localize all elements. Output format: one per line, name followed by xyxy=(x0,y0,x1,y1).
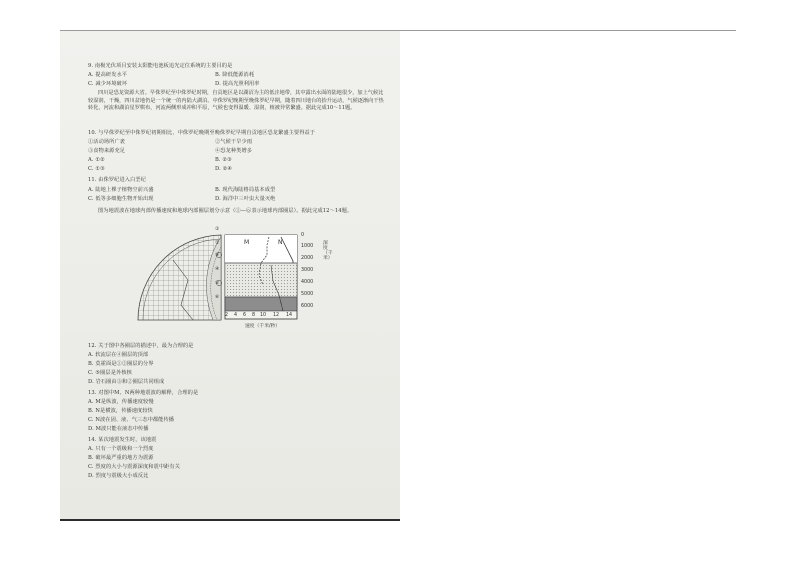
speed-tick-2: 2 xyxy=(225,313,229,318)
q13-option-c: C. N波在固、液、气三态中都能传播 xyxy=(88,417,175,423)
depth-tick-2000: 2000 xyxy=(301,256,314,261)
q11-option-c: C. 低等多细胞生物开始出现 xyxy=(88,196,154,202)
speed-tick-4: 4 xyxy=(234,313,238,318)
q14-option-c: C. 烈度的大小与震源深度和震中距有关 xyxy=(88,464,180,470)
q13-option-a: A. M是纵波，传播速度较慢 xyxy=(88,399,154,405)
speed-tick-6: 6 xyxy=(243,313,247,318)
q13-option-b: B. N是横波，传播速度较快 xyxy=(88,408,153,414)
speed-tick-8: 8 xyxy=(252,313,256,318)
q10-option-a: A. ①② xyxy=(88,157,105,163)
depth-tick-3000: 3000 xyxy=(301,268,314,273)
q9-stem: 9. 南极光伏项目安装太阳能电池板追光定位系统的主要目的是 xyxy=(88,63,233,69)
layer-mark-6: ⑥ xyxy=(215,295,220,300)
layer-mark-5: ⑤ xyxy=(215,281,220,286)
q10-item-2: ②气候干旱少雨 xyxy=(215,139,253,145)
speed-tick-12: 12 xyxy=(273,313,280,318)
q10-option-d: D. ②④ xyxy=(215,166,233,172)
speed-axis-label: 速度（千米/秒） xyxy=(245,324,281,329)
q14-option-a: A. 只有一个震级和一个烈度 xyxy=(88,446,154,452)
layer-mark-4: ④ xyxy=(215,267,220,272)
q10-item-3: ③食物来源充足 xyxy=(88,148,126,154)
q9-option-c: C. 减少环境破坏 xyxy=(88,81,128,87)
q11-option-a: A. 陆地上裸子植物空前兴盛 xyxy=(88,187,154,193)
layer-mark-3: ③ xyxy=(215,253,220,258)
wave-n-label: N xyxy=(278,239,283,246)
inner-core-band xyxy=(225,297,297,311)
q10-stem: 10. 与早侏罗纪至中侏罗纪初期相比，中侏罗纪晚期至晚侏罗纪早期自贡地区恐龙繁盛主要得益于 xyxy=(88,130,316,136)
q12-option-b: B. 莫霍面是①②圈层的分界 xyxy=(88,361,154,367)
depth-tick-4000: 4000 xyxy=(301,280,314,285)
earth-interior-seismic-figure xyxy=(133,225,333,335)
q12-option-c: C. ⑤圈层是外核核 xyxy=(88,370,132,376)
depth-tick-5000: 5000 xyxy=(301,292,314,297)
passage-seismic-figure-intro: 图为地震波在地球内部传播速度和地球内部圈层划分示意（①—⑥表示地球内部圈层）。据此完成12～14题。 xyxy=(98,208,353,214)
q9-option-d: D. 提高光照利用率 xyxy=(215,81,260,87)
q11-option-b: B. 现代海陆格局基本成型 xyxy=(215,187,276,193)
q13-option-d: D. M波只能在液态中传播 xyxy=(88,426,149,432)
q10-option-c: C. ①③ xyxy=(88,166,105,172)
depth-tick-0: 0 xyxy=(301,233,305,238)
q9-option-b: B. 降低能源消耗 xyxy=(215,72,255,78)
q10-item-1: ①活动场所广袤 xyxy=(88,139,126,145)
q14-option-b: B. 破坏最严重的地方为震源 xyxy=(88,455,154,461)
scan-bottom-edge xyxy=(60,519,400,521)
depth-axis-label: 深度（千米） xyxy=(323,241,333,261)
depth-tick-6000: 6000 xyxy=(301,304,314,309)
q11-stem: 11. 由侏罗纪进入白垩纪 xyxy=(88,177,146,183)
q11-option-d: D. 海洋中三叶虫大量灭绝 xyxy=(215,196,276,202)
q9-option-a: A. 提高研发水平 xyxy=(88,72,128,78)
q12-stem: 12. 关于图中各圈层的描述中，最为合理的是 xyxy=(88,343,194,349)
q10-option-b: B. ②③ xyxy=(215,157,232,163)
q12-option-a: A. 软流层在④圈层的顶部 xyxy=(88,352,149,358)
layer-mark-2: ② xyxy=(215,241,220,246)
q12-option-d: D. 岩石圈由③和②圈层共同组成 xyxy=(88,379,165,385)
q14-option-d: D. 烈度与震级大小成反比 xyxy=(88,473,149,479)
q10-item-4: ④恐龙种类增多 xyxy=(215,148,253,154)
depth-tick-1000: 1000 xyxy=(301,244,314,249)
q13-stem: 13. 对图中M、N两种地震波的解释，合理的是 xyxy=(88,390,199,396)
layer-mark-1: ① xyxy=(215,227,220,232)
q14-stem: 14. 某次地震发生时，该地震 xyxy=(88,437,157,443)
speed-tick-10: 10 xyxy=(260,313,267,318)
speed-tick-14: 14 xyxy=(286,313,293,318)
wave-m-label: M xyxy=(244,239,250,246)
passage-sichuan-dinosaurs: 四川是恐龙资源大省。早侏罗纪至中侏罗纪时期，自贡地区是以湖沼为主的低洼地带，其中露出水面的陆地很少，加上气候比较湿润，干燥，四川盆地仍是一个统一的内陆大湖泊。中侏罗纪晚期至晚侏罗纪早期，随着四川地台的抬升运动，气候逐渐向干热转化，河流和湖泊星罗棋布，河流两侧形成冲积平原，气候也变得温暖、湿润，植被异常繁盛。据此完成10～11题。 xyxy=(88,90,384,111)
